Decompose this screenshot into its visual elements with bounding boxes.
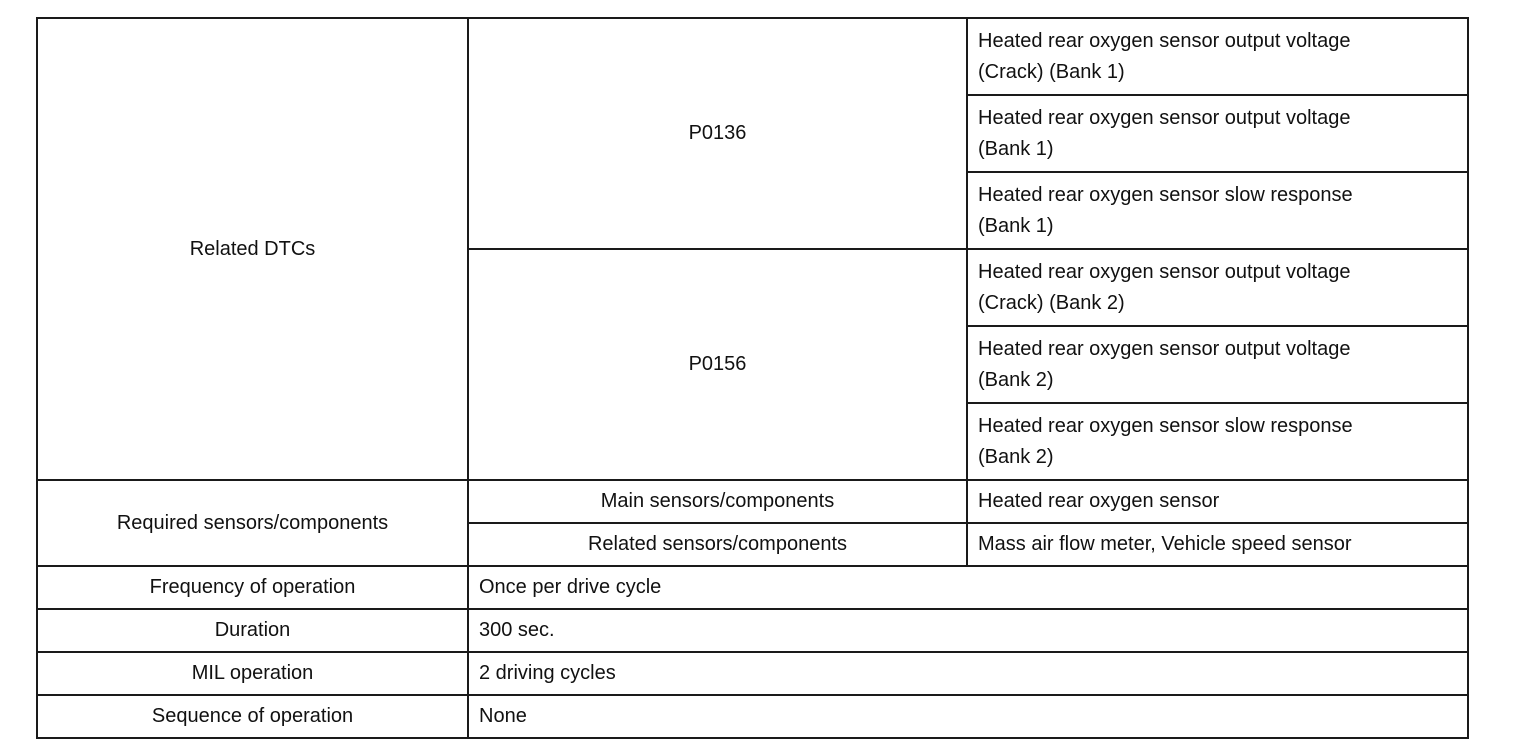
dtc-description xyxy=(967,326,1468,403)
dtc-description-line: (Bank 1) xyxy=(978,137,1054,160)
dtc-code-p0156: P0156 xyxy=(468,249,967,480)
main-sensors-value: Heated rear oxygen sensor xyxy=(967,480,1468,523)
required-sensors-label: Required sensors/components xyxy=(37,480,468,566)
dtc-description-line: Heated rear oxygen sensor output voltage xyxy=(978,260,1351,283)
dtc-description-line: Heated rear oxygen sensor slow response xyxy=(978,414,1353,437)
duration-value: 300 sec. xyxy=(468,609,1468,652)
mil-operation-value: 2 driving cycles xyxy=(468,652,1468,695)
dtc-description xyxy=(967,249,1468,326)
dtc-code-p0136: P0136 xyxy=(468,18,967,249)
table-row xyxy=(37,566,1468,609)
related-sensors-value: Mass air flow meter, Vehicle speed sensor xyxy=(967,523,1468,566)
related-sensors-label: Related sensors/components xyxy=(468,523,967,566)
dtc-description xyxy=(967,18,1468,95)
dtc-description-line: (Bank 1) xyxy=(978,214,1054,237)
frequency-label: Frequency of operation xyxy=(37,566,468,609)
monitor-spec-table xyxy=(36,17,1469,739)
dtc-description-line: (Crack) (Bank 2) xyxy=(978,291,1125,314)
related-dtcs-label: Related DTCs xyxy=(37,18,468,480)
dtc-description-line: Heated rear oxygen sensor output voltage xyxy=(978,106,1351,129)
dtc-description-line: (Bank 2) xyxy=(978,445,1054,468)
main-sensors-label: Main sensors/components xyxy=(468,480,967,523)
table-row xyxy=(37,652,1468,695)
sequence-value: None xyxy=(468,695,1468,738)
table-row xyxy=(37,609,1468,652)
dtc-description xyxy=(967,95,1468,172)
dtc-description xyxy=(967,403,1468,480)
dtc-row xyxy=(37,18,1468,95)
dtc-description xyxy=(967,172,1468,249)
table-row xyxy=(37,695,1468,738)
duration-label: Duration xyxy=(37,609,468,652)
dtc-description-line: (Crack) (Bank 1) xyxy=(978,60,1125,83)
dtc-description-line: Heated rear oxygen sensor output voltage xyxy=(978,29,1351,52)
frequency-value: Once per drive cycle xyxy=(468,566,1468,609)
dtc-description-line: (Bank 2) xyxy=(978,368,1054,391)
dtc-description-line: Heated rear oxygen sensor output voltage xyxy=(978,337,1351,360)
sequence-label: Sequence of operation xyxy=(37,695,468,738)
mil-operation-label: MIL operation xyxy=(37,652,468,695)
dtc-description-line: Heated rear oxygen sensor slow response xyxy=(978,183,1353,206)
sensor-row xyxy=(37,480,1468,523)
